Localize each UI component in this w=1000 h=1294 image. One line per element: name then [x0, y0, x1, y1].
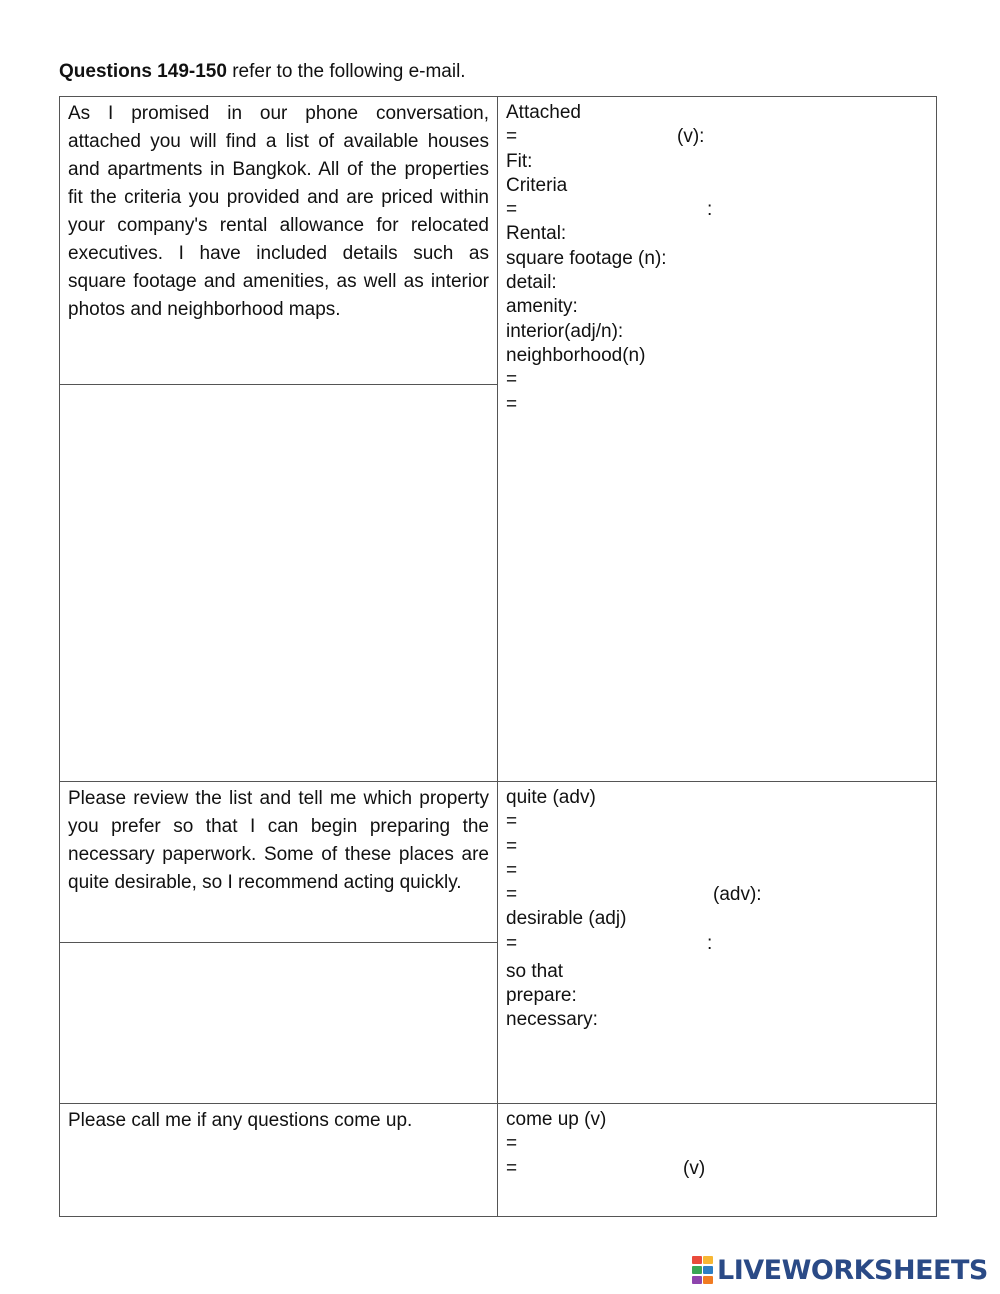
vocab-cell	[498, 1104, 937, 1217]
vocab-item: =	[506, 369, 518, 391]
logo-blocks-icon	[692, 1256, 714, 1284]
table-row	[60, 97, 937, 385]
passage-text: As I promised in our phone conversation, attached you will find a list of available houses and apartments in Bangkok. All of the properties fit the criteria you provided and are priced within your company's rental allowance for relocated executives. I have included details such as square footage and amenities, as well as interior photos and neighborhood maps.	[68, 103, 489, 320]
vocab-item: come up (v)	[506, 1109, 607, 1130]
vocab-item: necessary:	[506, 1009, 598, 1031]
vocab-list	[498, 782, 936, 1033]
part-of-speech: :	[707, 199, 713, 221]
vocab-item: =	[506, 1133, 518, 1155]
vocab-item: Attached	[506, 102, 581, 123]
part-of-speech: (v):	[677, 126, 705, 148]
logo-text: LIVEWORKSHEETS	[717, 1254, 988, 1286]
worksheet-table	[59, 96, 937, 1217]
passage-text: Please call me if any questions come up.	[68, 1110, 413, 1131]
vocab-list	[498, 97, 936, 417]
vocab-item: amenity:	[506, 296, 578, 318]
passage-cell	[60, 1104, 498, 1217]
question-range: Questions 149-150	[59, 61, 227, 82]
vocab-item: so that	[506, 960, 564, 982]
liveworksheets-logo	[692, 1253, 988, 1287]
vocab-item: detail:	[506, 272, 557, 294]
table-row	[60, 782, 937, 943]
vocab-item: = (adv):	[506, 883, 928, 907]
blank-cell	[60, 943, 498, 1104]
vocab-item: = (v):	[506, 125, 928, 149]
passage-cell	[60, 97, 498, 385]
vocab-item: = :	[506, 932, 928, 960]
vocab-item: quite (adv)	[506, 787, 596, 808]
vocab-item: =	[506, 859, 518, 881]
part-of-speech: :	[707, 932, 713, 954]
vocab-item: =	[506, 811, 518, 833]
vocab-item: =	[506, 835, 518, 857]
vocab-item: Fit:	[506, 150, 533, 172]
table-row	[60, 1104, 937, 1217]
vocab-item: prepare:	[506, 985, 577, 1007]
instructions-heading	[59, 60, 466, 84]
vocab-item: =	[506, 393, 518, 415]
blank-cell	[60, 385, 498, 782]
vocab-item: neighborhood(n)	[506, 344, 646, 366]
part-of-speech: (adv):	[713, 884, 762, 906]
vocab-cell	[498, 97, 937, 782]
vocab-item: square footage (n):	[506, 247, 667, 269]
vocab-item: Rental:	[506, 223, 567, 245]
vocab-item: desirable (adj)	[506, 908, 627, 930]
vocab-item: = :	[506, 198, 928, 222]
heading-rest: refer to the following e-mail.	[226, 61, 466, 82]
vocab-item: Criteria	[506, 174, 568, 196]
vocab-item: = (v)	[506, 1157, 928, 1181]
vocab-item: interior(adj/n):	[506, 320, 624, 342]
part-of-speech: (v)	[683, 1157, 706, 1179]
passage-cell	[60, 782, 498, 943]
vocab-list	[498, 1104, 936, 1181]
passage-text: Please review the list and tell me which property you prefer so that I can begin preparing the necessary paperwork. Some of these places are quite desirable, so I recommend acting quickly.	[68, 788, 489, 893]
vocab-cell	[498, 782, 937, 1104]
